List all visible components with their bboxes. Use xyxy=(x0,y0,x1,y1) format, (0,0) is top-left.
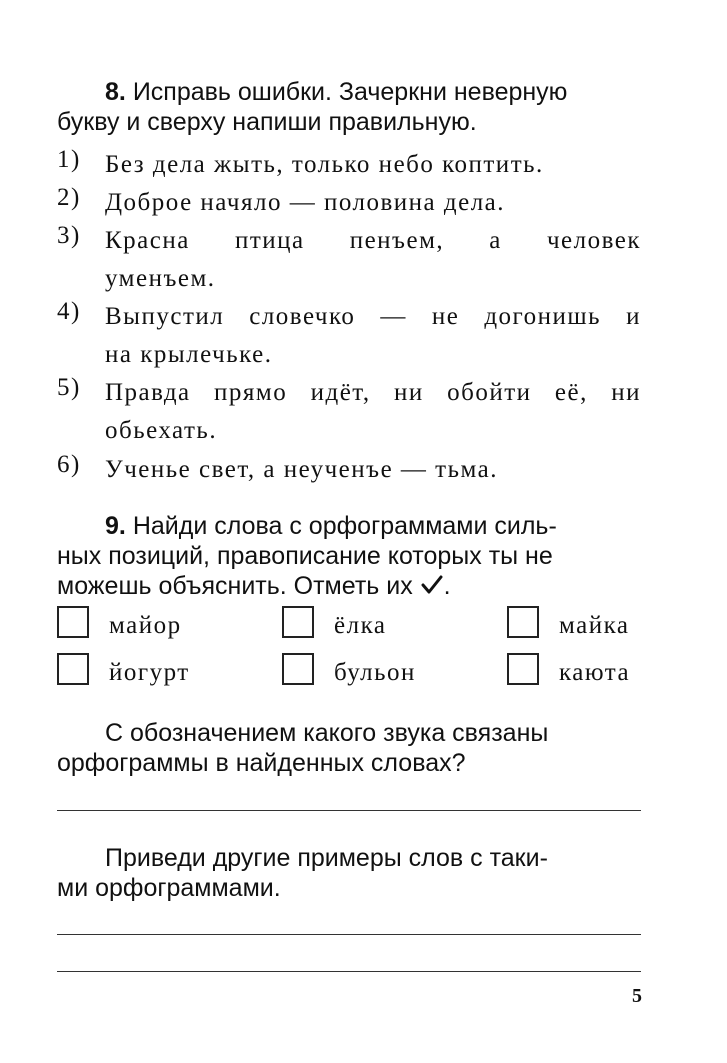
item-text-justified xyxy=(105,374,641,412)
task9-instruction-line2: ных позиций, правописание которых ты не xyxy=(57,542,553,570)
question-sound-line2: орфограммы в найденных словах? xyxy=(57,749,466,777)
word-fragment: — xyxy=(380,303,407,330)
word-fragment: ни xyxy=(393,379,424,406)
question-sound-line1: С обозначением какого звука связаны xyxy=(105,719,549,747)
task8-instruction xyxy=(57,77,641,137)
item-number: 1) xyxy=(57,146,81,173)
answer-line-2[interactable] xyxy=(57,934,641,935)
task9-instruction-line1: Найди слова с орфограммами силь- xyxy=(132,512,557,540)
word-fragment: обойти xyxy=(447,379,532,406)
question-examples-line2: ми орфограммами. xyxy=(57,874,281,902)
word-fragment: птица xyxy=(234,227,305,254)
word-fragment: человек xyxy=(546,227,641,254)
word-fragment: Правда xyxy=(105,379,191,406)
item-text: на крылечьке. xyxy=(105,341,273,368)
task8-instruction-line2: букву и сверху напиши правильную. xyxy=(57,108,477,136)
word-fragment: Выпустил xyxy=(105,303,225,330)
word-fragment: не xyxy=(431,303,460,330)
item-number: 3) xyxy=(57,222,81,249)
word-label: йогурт xyxy=(109,659,190,686)
question-sound xyxy=(57,718,641,778)
word-label: каюта xyxy=(559,659,631,686)
word-fragment: идёт, xyxy=(310,379,371,406)
word-fragment: прямо xyxy=(214,379,288,406)
checkbox[interactable] xyxy=(507,653,539,685)
word-fragment: догонишь xyxy=(484,303,602,330)
checkbox[interactable] xyxy=(282,606,314,638)
task9-instruction-line3: можешь объяснить. Отметь их xyxy=(57,572,413,600)
answer-line-1[interactable] xyxy=(57,810,641,811)
word-fragment: словечко xyxy=(249,303,356,330)
item-text: Доброе начяло — половина дела. xyxy=(105,189,506,216)
item-text: Ученье свет, а неученъе — тьма. xyxy=(105,456,498,483)
checkbox[interactable] xyxy=(282,653,314,685)
word-label: майка xyxy=(559,612,630,639)
word-fragment: Красна xyxy=(105,227,190,254)
item-text: Без дела жыть, только небо коптить. xyxy=(105,151,544,178)
task9-instruction-line3-end: . xyxy=(443,572,451,600)
item-text-justified xyxy=(105,222,641,260)
answer-line-3[interactable] xyxy=(57,971,641,972)
word-label: бульон xyxy=(334,659,416,686)
task8-instruction-line1: Исправь ошибки. Зачеркни неверную xyxy=(132,78,568,106)
item-number: 4) xyxy=(57,298,81,325)
question-examples-line1: Приведи другие примеры слов с таки- xyxy=(105,844,548,872)
word-fragment: ни xyxy=(611,379,641,406)
word-fragment: а xyxy=(489,227,502,254)
checkbox[interactable] xyxy=(57,653,89,685)
item-number: 2) xyxy=(57,184,81,211)
word-fragment: её, xyxy=(554,379,588,406)
checkbox[interactable] xyxy=(57,606,89,638)
item-text-justified xyxy=(105,298,641,336)
word-fragment: пенъем, xyxy=(349,227,445,254)
word-label: майор xyxy=(109,612,182,639)
item-number: 6) xyxy=(57,451,81,478)
item-number: 5) xyxy=(57,374,81,401)
task9-instruction xyxy=(57,511,641,601)
word-fragment: и xyxy=(626,303,641,330)
checkmark-icon xyxy=(420,573,444,597)
word-label: ёлка xyxy=(334,612,387,639)
item-text: обьехать. xyxy=(105,417,218,444)
checkbox[interactable] xyxy=(507,606,539,638)
item-text: уменъем. xyxy=(105,265,216,292)
page-number: 5 xyxy=(632,985,642,1007)
task9-number: 9. xyxy=(105,512,126,540)
question-examples xyxy=(57,843,641,903)
task8-number: 8. xyxy=(105,78,126,106)
